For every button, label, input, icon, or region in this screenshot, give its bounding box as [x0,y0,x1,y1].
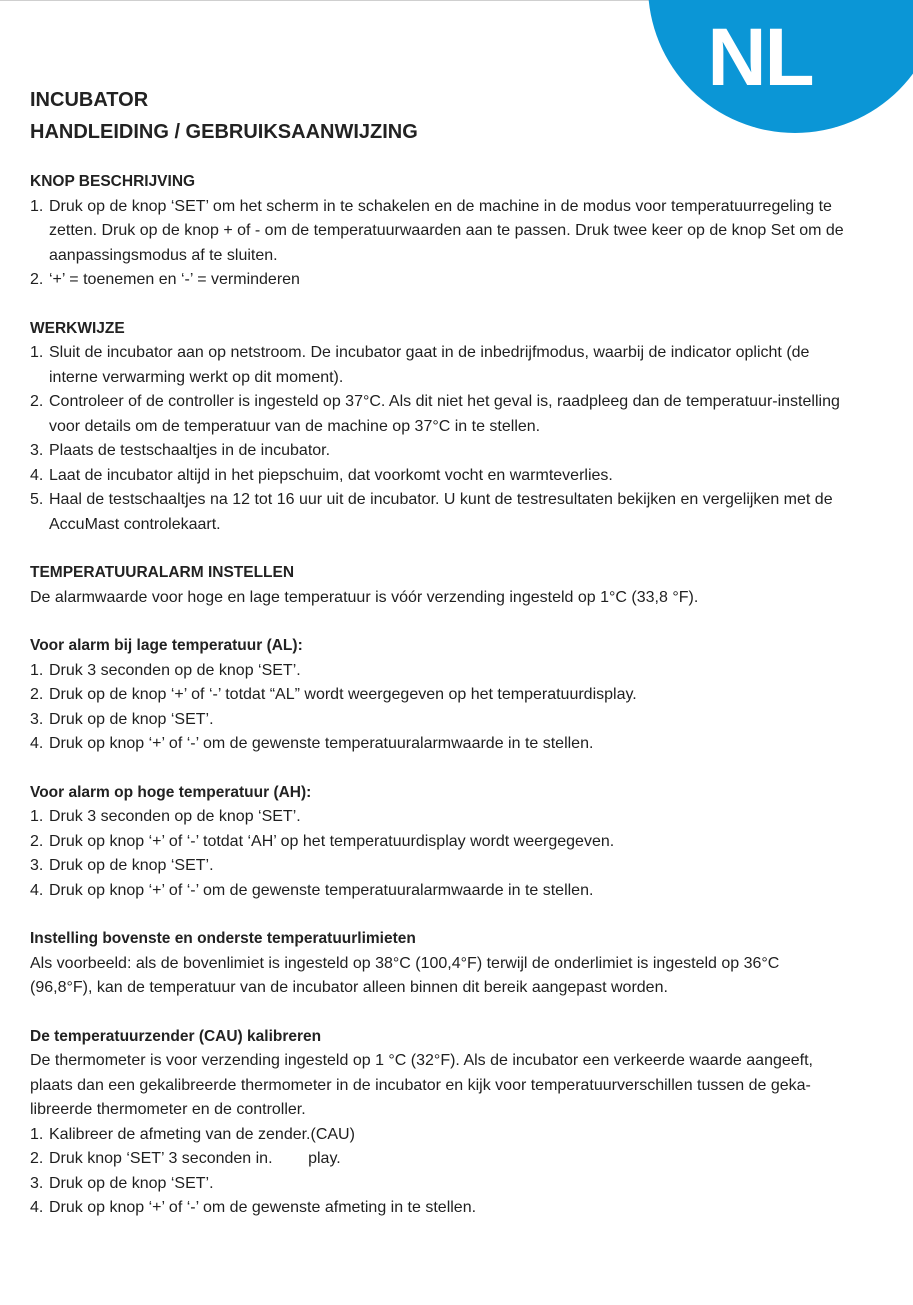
alarm-high-list [30,805,845,903]
section-title-alarm: TEMPERATUURALARM INSTELLEN [30,564,295,581]
list-item: 5. Haal de testschaaltjes na 12 tot 16 uur uit de incubator. U kunt de testresultaten bekijken en vergelijken met de AccuMast controlekaart. [30,491,833,533]
list-item: 1. Kalibreer de afmeting van de zender.(CAU) [30,1125,355,1143]
list-item: 2. Druk knop ‘SET’ 3 seconden in. play. [30,1150,341,1167]
limits-text: Als voorbeeld: als de bovenlimiet is ingesteld op 38°C (100,4°F) terwijl de onderlimiet is ingesteld op 36°C (96,8°F), kan de temperatuur van de incubator alleen binnen dit bereik aangepast worden. [30,954,780,996]
list-item: 4. Druk op knop ‘+’ of ‘-’ om de gewenste afmeting in te stellen. [30,1199,477,1216]
section-title-knop: KNOP BESCHRIJVING [30,173,196,190]
list-item: 4. Druk op knop ‘+’ of ‘-’ om de gewenste temperatuuralarmwaarde in te stellen. [30,735,594,752]
title-line-1: INCUBATOR [30,89,149,111]
alarm-low-list [30,659,845,757]
list-item: 1. Druk 3 seconden op de knop ‘SET’. [30,808,301,825]
list-item: 2. Druk op knop ‘+’ of ‘-’ totdat ‘AH’ op het temperatuurdisplay wordt weergegeven. [30,832,615,850]
section-calibrate [30,1025,845,1221]
list-item: 2. ‘+’ = toenemen en ‘-’ = verminderen [30,271,300,288]
section-title-werkwijze: WERKWIJZE [30,319,125,337]
section-limits [30,927,845,1001]
list-item: 3. Druk op de knop ‘SET’. [30,1174,214,1192]
section-title-alarm-high: Voor alarm op hoge temperatuur (AH): [30,783,312,801]
document-body [30,84,845,1221]
knop-list [30,195,845,293]
werkwijze-list [30,341,845,537]
section-alarm-low [30,634,845,757]
section-title-limits: Instelling bovenste en onderste temperatuurlimieten [30,930,416,947]
title-line-2: HANDLEIDING / GEBRUIKSAANWIJZING [30,121,418,143]
list-item: 2. Controleer of de controller is ingesteld op 37°C. Als dit niet het geval is, raadpleeg dan de temperatuur-instelling voor details om de temperatuur van de machine op 37°C in te stellen. [30,393,840,435]
list-item: 1. Sluit de incubator aan op netstroom. De incubator gaat in de inbedrijfmodus, waarbij de indicator oplicht (de interne verwarming werkt op dit moment). [30,344,810,386]
list-item: 3. Druk op de knop ‘SET’. [30,710,214,728]
calibrate-list [30,1123,845,1221]
section-alarm [30,561,845,610]
list-item: 4. Druk op knop ‘+’ of ‘-’ om de gewenste temperatuuralarmwaarde in te stellen. [30,881,594,899]
list-item: 4. Laat de incubator altijd in het piepschuim, dat voorkomt vocht en warmteverlies. [30,466,613,484]
section-werkwijze [30,317,845,538]
section-alarm-high [30,781,845,904]
list-item: 1. Druk op de knop ‘SET’ om het scherm in te schakelen en de machine in de modus voor temperatuurregeling te zetten. Druk op de knop + of - om de temperatuurwaarden aan te passen. Druk twee keer op de knop Set om de aanpassingsmodus af te sluiten. [30,197,844,264]
section-title-alarm-low: Voor alarm bij lage temperatuur (AL): [30,637,303,654]
alarm-text: De alarmwaarde voor hoge en lage temperatuur is vóór verzending ingesteld op 1°C (33,8 °F). [30,588,699,606]
list-item: 2. Druk op de knop ‘+’ of ‘-’ totdat “AL” wordt weergegeven op het temperatuurdisplay. [30,686,637,703]
list-item: 3. Druk op de knop ‘SET’. [30,857,214,874]
section-title-calibrate: De temperatuurzender (CAU) kalibreren [30,1027,322,1045]
list-item: 3. Plaats de testschaaltjes in de incubator. [30,442,331,459]
calibrate-text: De thermometer is voor verzending ingesteld op 1 °C (32°F). Als de incubator een verkeerde waarde aangeeft, plaats dan een gekalibreerde thermometer in de incubator en kijk voor temperatuurverschillen tussen de geka-libreerde thermometer en de controller. [30,1052,813,1118]
language-badge-label: NL [707,12,813,103]
list-item: 1. Druk 3 seconden op de knop ‘SET’. [30,661,301,679]
